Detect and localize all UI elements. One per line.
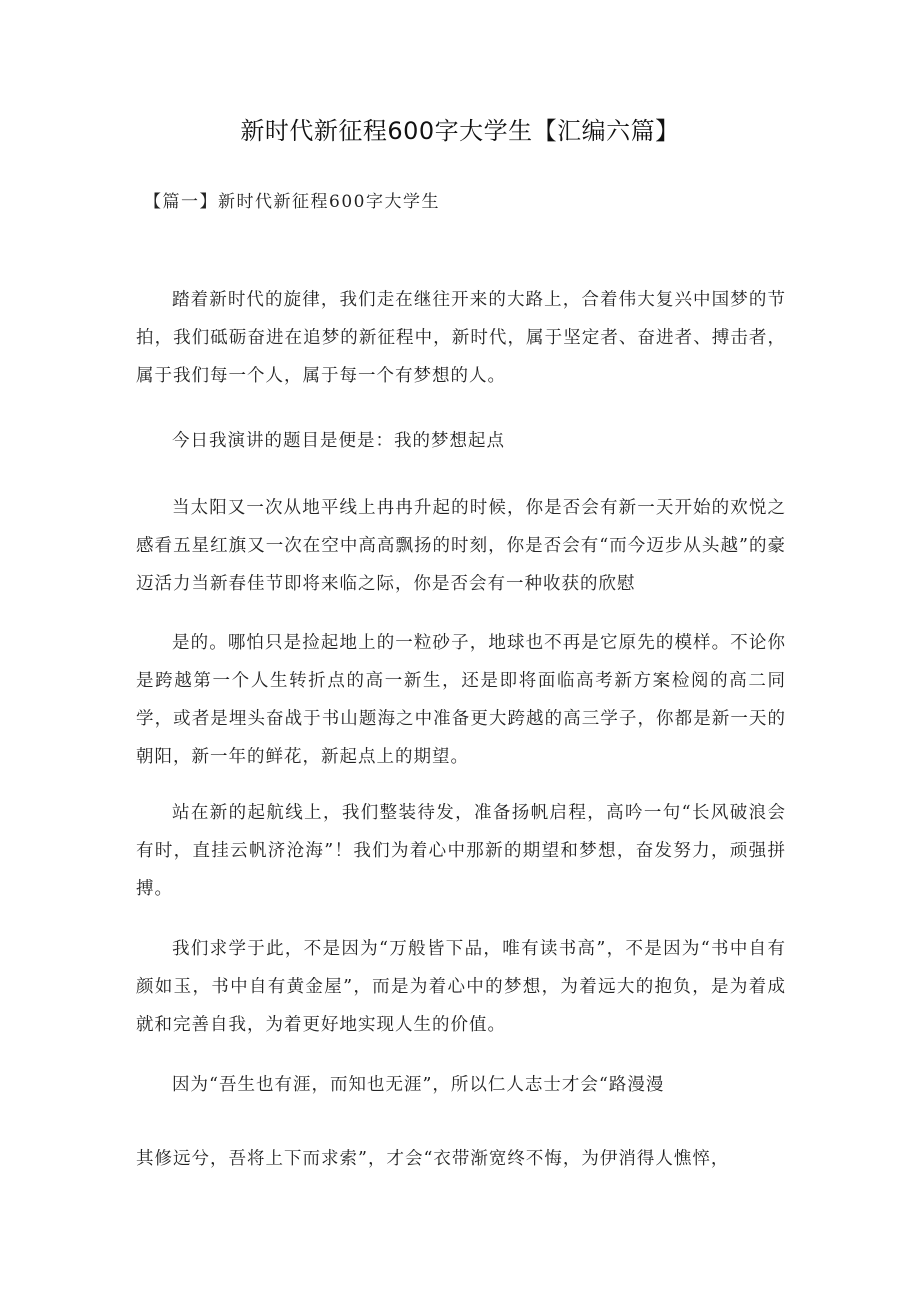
paragraph-1: 踏着新时代的旋律，我们走在继往开来的大路上，合着伟大复兴中国梦的节拍，我们砥砺奋进在追梦的新征程中，新时代，属于坚定者、奋进者、搏击者，属于我们每一个人，属于每一个有梦想的人。 (136, 290, 786, 386)
paragraph-2: 今日我演讲的题目是便是：我的梦想起点 (172, 431, 505, 451)
paragraph-7: 因为“吾生也有涯，而知也无涯”，所以仁人志士才会“路漫漫 (172, 1075, 665, 1095)
paragraph-5: 站在新的起航线上，我们整装待发，准备扬帆启程，高吟一句“长风破浪会有时，直挂云帆济沧海”！我们为着心中那新的期望和梦想，奋发努力，顽强拼搏。 (136, 803, 786, 899)
paragraph-8: 其修远兮，吾将上下而求索”，才会“衣带渐宽终不悔，为伊消得人憔悴， (136, 1149, 730, 1169)
section-heading: 【篇一】新时代新征程600字大学生 (144, 192, 440, 212)
paragraph-6: 我们求学于此，不是因为“万般皆下品，唯有读书高”，不是因为“书中自有颜如玉，书中自有黄金屋”，而是为着心中的梦想，为着远大的抱负，是为着成就和完善自我，为着更好地实现人生的价值。 (136, 939, 786, 1035)
paragraph-4: 是的。哪怕只是捡起地上的一粒砂子，地球也不再是它原先的模样。不论你是跨越第一个人生转折点的高一新生，还是即将面临高考新方案检阅的高二同学，或者是埋头奋战于书山题海之中准备更大跨越的高三学子，你都是新一天的朝阳，新一年的鲜花，新起点上的期望。 (136, 633, 786, 767)
document-title: 新时代新征程600字大学生【汇编六篇】 (240, 117, 680, 145)
paragraph-3: 当太阳又一次从地平线上冉冉升起的时候，你是否会有新一天开始的欢悦之感看五星红旗又一次在空中高高飘扬的时刻，你是否会有“而今迈步从头越”的豪迈活力当新春佳节即将来临之际，你是否会有一种收获的欣慰 (136, 498, 786, 594)
